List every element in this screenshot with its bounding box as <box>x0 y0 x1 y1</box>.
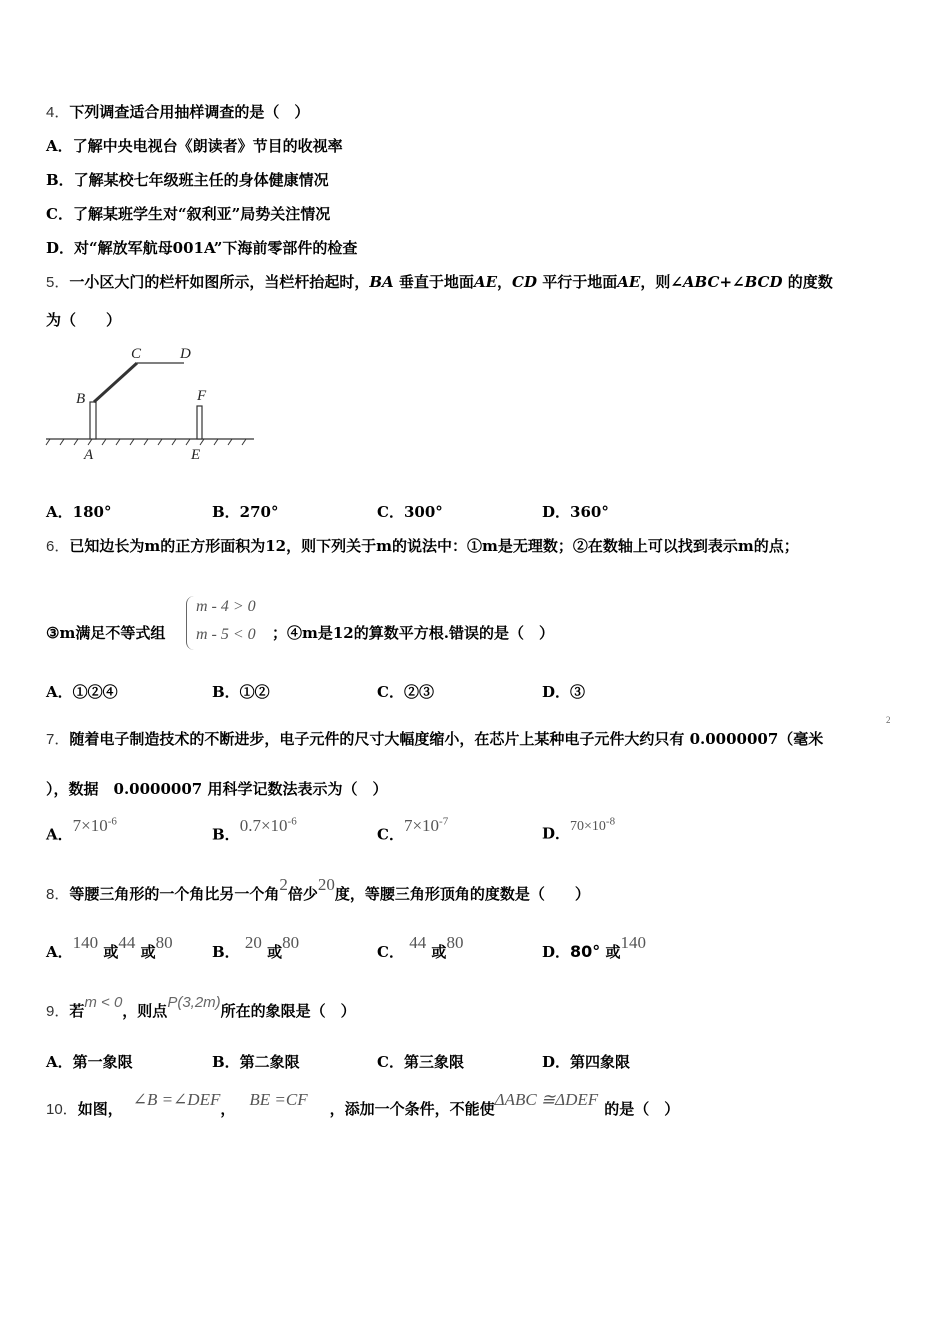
arm-bc <box>94 363 137 402</box>
q8-text-a: 等腰三角形的一个角比另一个角 <box>69 885 280 903</box>
q8-c-label: C． <box>377 943 404 961</box>
q5-option-c: C．300° <box>377 503 443 521</box>
q8-c-v1: 44 <box>409 933 427 952</box>
q9-text-b: ，则点 <box>122 1002 168 1020</box>
q9-stem <box>46 994 356 1022</box>
q4-option-a: A．了解中央电视台《朗读者》节目的收视率 <box>46 137 343 155</box>
q8-c-or1: 或 <box>431 943 447 961</box>
q7-b-base: 0.7×10 <box>239 815 288 835</box>
q7-stem-2: ），数据 0.0000007 用科学记数法表示为（ ） <box>46 780 388 798</box>
q7-option-b-value <box>240 816 297 835</box>
post-ab <box>90 402 96 439</box>
label-e: E <box>191 447 201 463</box>
q8-a-or1: 或 <box>103 943 119 961</box>
inequality-system <box>186 596 276 652</box>
ground-hatching <box>46 439 246 445</box>
q8-option-b <box>212 933 300 962</box>
q9-point: P(3,2m) <box>167 994 221 1011</box>
q8-a-v1: 140 <box>72 933 99 952</box>
label-c: C <box>131 346 142 362</box>
q9-condition: m < 0 <box>84 994 123 1011</box>
q9-text-a: 若 <box>69 1002 85 1020</box>
q7-option-b <box>212 815 297 845</box>
q9-option-d: D．第四象限 <box>542 1053 631 1071</box>
q5-ae: AE <box>473 273 498 291</box>
q5-text-d: 平行于地面 <box>542 273 618 291</box>
q7-option-a-value <box>73 816 117 835</box>
q8-text-b: 倍少 <box>287 885 318 903</box>
q8-option-c <box>377 933 464 962</box>
q5-number: 5． <box>46 274 70 291</box>
q5-option-a: A．180° <box>46 503 112 521</box>
q6-option-d: D．③ <box>542 683 586 701</box>
q8-d-or1: 或 <box>605 943 621 961</box>
q8-b-v1: 20 <box>244 933 262 952</box>
label-a: A <box>84 447 94 463</box>
gate-figure <box>40 340 260 465</box>
q10-condition-3: ΔABC ≅ΔDEF <box>494 1090 599 1109</box>
q10-text-c: 的是（ ） <box>604 1100 680 1118</box>
post-ef <box>197 406 202 439</box>
q5-option-d: D．360° <box>542 503 609 521</box>
q10-text-b: ，添加一个条件，不能使 <box>329 1100 495 1118</box>
q6-stem-2a: ③m满足不等式组 <box>46 624 166 642</box>
q7-a-base: 7×10 <box>72 815 108 835</box>
q9-number: 9． <box>46 1003 70 1020</box>
q7-text: 随着电子制造技术的不断进步，电子元件的尺寸大幅度缩小，在芯片上某种电子元件大约只有 0.0000007（毫米 <box>69 730 824 748</box>
q5-text-g: 的度数 <box>787 273 833 291</box>
q5-cd: CD <box>512 273 537 291</box>
q10-text-a: 如图， <box>77 1100 123 1118</box>
label-b: B <box>76 391 86 407</box>
q5-text-e: ，则∠ <box>640 273 683 291</box>
label-d: D <box>180 346 191 362</box>
q6-option-c: C．②③ <box>377 683 434 701</box>
q8-a-or2: 或 <box>140 943 156 961</box>
q5-text-c: ， <box>497 273 513 291</box>
q7-option-a <box>46 815 117 845</box>
q9-option-c: C．第三象限 <box>377 1053 464 1071</box>
q10-condition-1: ∠B =∠DEF <box>132 1090 221 1109</box>
q7-option-c-value <box>404 816 448 835</box>
q7-option-d-value <box>570 815 616 834</box>
q8-b-label: B． <box>212 943 240 961</box>
q8-a-v2: 44 <box>118 933 136 952</box>
q5-ae-2: AE <box>617 273 641 291</box>
q4-option-d: D．对“解放军航母001A”下海前零部件的检查 <box>46 239 358 257</box>
q4-option-c: C．了解某班学生对“叙利亚”局势关注情况 <box>46 205 331 223</box>
q8-d-v2: 140 <box>620 933 647 952</box>
q8-option-a <box>46 933 173 962</box>
q7-c-exp: -7 <box>439 815 449 827</box>
q7-stem <box>46 729 823 750</box>
q5-text-a: 一小区大门的栏杆如图所示，当栏杆抬起时， <box>69 273 370 291</box>
q5-abc: ABC <box>682 273 720 291</box>
q8-b-or1: 或 <box>267 943 283 961</box>
q7-corner-mark: 2 <box>886 715 891 725</box>
q7-c-base: 7×10 <box>403 815 440 835</box>
q5-text-f: +∠ <box>719 273 745 291</box>
q5-ba: BA <box>369 273 394 291</box>
q6-stem <box>46 536 799 557</box>
q8-c-v2: 80 <box>446 933 464 952</box>
q8-number: 8． <box>46 886 70 903</box>
q7-d-base: 70×10 <box>570 818 606 834</box>
q9-option-b: B．第二象限 <box>212 1053 300 1071</box>
q8-option-d <box>542 933 647 962</box>
q7-option-d <box>542 815 616 846</box>
q10-separator: ， <box>220 1100 236 1118</box>
q7-option-a-label: A． <box>46 825 73 844</box>
q8-d-label: D． <box>542 943 571 961</box>
q9-option-a: A．第一象限 <box>46 1053 133 1071</box>
q9-text-c: 所在的象限是（ ） <box>220 1002 356 1020</box>
q7-d-exp: -8 <box>605 815 616 827</box>
q8-b-v2: 80 <box>282 933 300 952</box>
inequality-2: m - 5 < 0 <box>196 626 256 643</box>
q8-text-c: 度，等腰三角形顶角的度数是（ ） <box>334 885 590 903</box>
q6-text: 已知边长为m的正方形面积为12，则下列关于m的说法中：①m是无理数；②在数轴上可以找到表示m的点； <box>69 537 799 555</box>
q6-option-a: A．①②④ <box>46 683 118 701</box>
q4-stem <box>46 102 309 123</box>
q5-stem <box>46 272 833 293</box>
q5-bcd: BCD <box>744 273 783 291</box>
q4-option-b: B．了解某校七年级班主任的身体健康情况 <box>46 171 329 189</box>
q6-stem-2b: ；④m是12的算数平方根.错误的是（ ） <box>272 624 554 642</box>
q8-two: 2 <box>279 875 288 894</box>
q7-option-b-label: B． <box>212 825 240 844</box>
q4-number: 4． <box>46 104 70 121</box>
q8-a-v3: 80 <box>155 933 173 952</box>
q8-twenty: 20 <box>317 875 335 894</box>
q7-b-exp: -6 <box>287 815 297 827</box>
label-f: F <box>197 388 207 404</box>
q8-d-v1: 80° <box>570 942 601 961</box>
q10-number: 10． <box>46 1101 78 1118</box>
inequality-1: m - 4 > 0 <box>196 598 256 615</box>
q5-text-b: 垂直于地面 <box>398 273 474 291</box>
q4-text: 下列调查适合用抽样调查的是（ ） <box>69 103 310 121</box>
brace <box>186 596 195 650</box>
q7-number: 7． <box>46 731 70 748</box>
q8-a-label: A． <box>46 943 73 961</box>
q6-number: 6． <box>46 538 70 555</box>
q7-option-d-label: D． <box>542 824 571 843</box>
q10-stem <box>46 1090 680 1120</box>
q7-a-exp: -6 <box>107 815 117 827</box>
q8-stem <box>46 875 590 905</box>
q6-option-b: B．①② <box>212 683 270 701</box>
q7-option-c-label: C． <box>377 825 404 844</box>
q10-condition-2: BE =CF <box>249 1090 308 1109</box>
q5-option-b: B．270° <box>212 503 279 521</box>
q5-stem-2: 为（ ） <box>46 311 122 329</box>
q7-option-c <box>377 815 449 845</box>
